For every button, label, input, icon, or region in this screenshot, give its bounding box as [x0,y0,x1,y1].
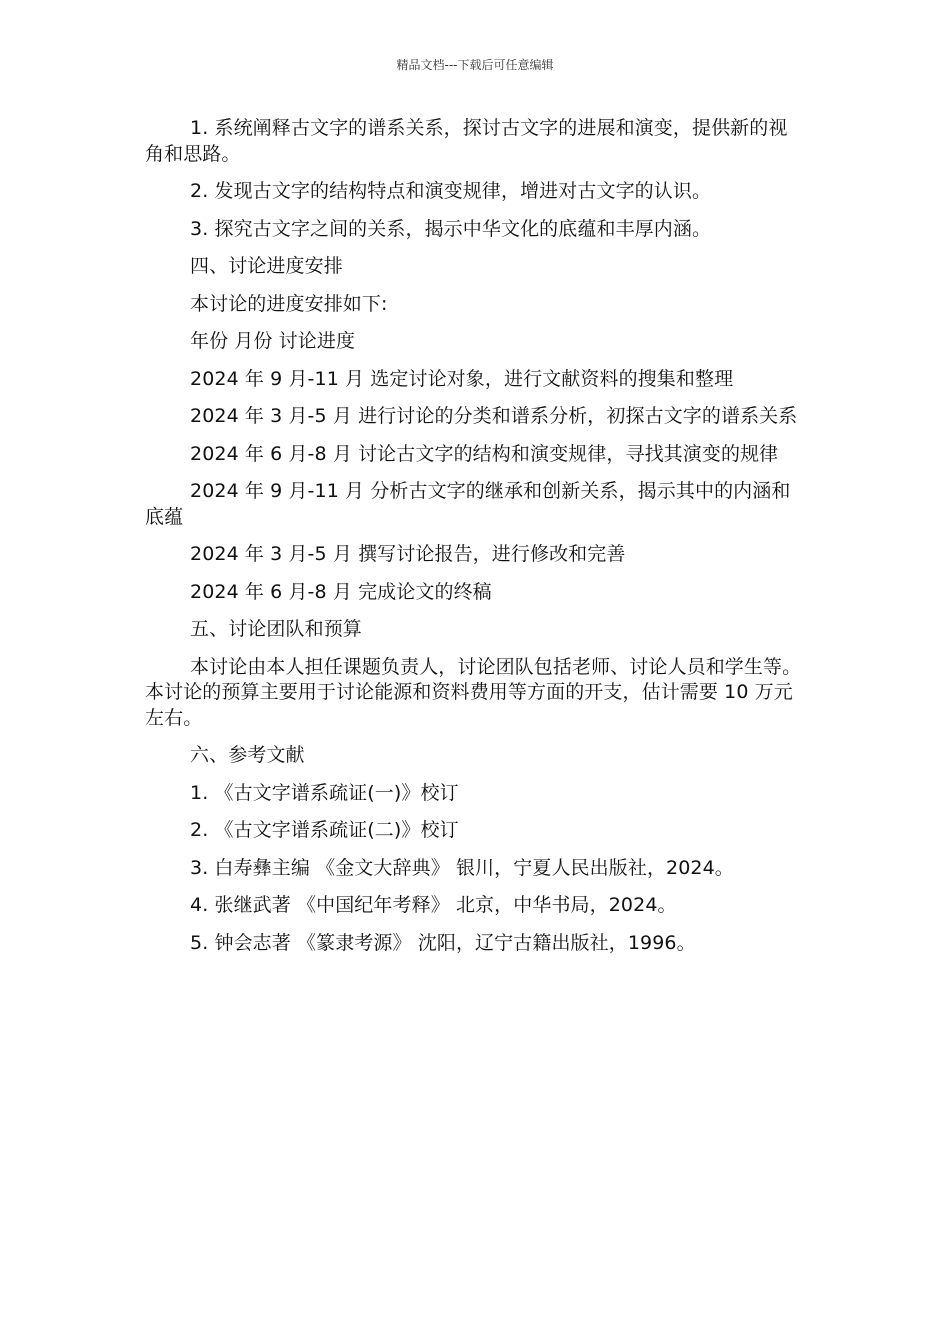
objective-item-1: 1. 系统阐释古文字的谱系关系，探讨古文字的进展和演变，提供新的视角和思路。 [145,117,788,165]
section-heading-references: 六、参考文献 [190,744,305,766]
reference-item: 4. 张继武著 《中国纪年考释》 北京，中华书局，2024。 [190,894,677,916]
schedule-row: 2024 年 3 月-5 月 撰写讨论报告，进行修改和完善 [190,543,626,565]
objective-item-3: 3. 探究古文字之间的关系，揭示中华文化的底蕴和丰厚内涵。 [190,217,712,240]
reference-item: 1. 《古文字谱系疏证(一)》校订 [190,781,459,804]
schedule-row: 2024 年 3 月-5 月 进行讨论的分类和谱系分析，初探古文字的谱系关系 [190,405,798,427]
reference-item: 3. 白寿彝主编 《金文大辞典》 银川，宁夏人民出版社，2024。 [190,856,734,879]
schedule-header-row: 年份 月份 讨论进度 [190,330,356,352]
team-budget-paragraph: 本讨论由本人担任课题负责人，讨论团队包括老师、讨论人员和学生等。本讨论的预算主要用于讨论能源和资料费用等方面的开支，估计需要 10 万元左右。 [145,655,802,729]
page-header: 精品文档---下载后可任意编辑 [396,58,554,72]
document-body [145,116,805,968]
reference-item: 5. 钟会志著 《篆隶考源》 沈阳，辽宁古籍出版社，1996。 [190,931,696,954]
schedule-row: 2024 年 6 月-8 月 完成论文的终稿 [190,580,492,603]
schedule-intro: 本讨论的进度安排如下: [190,292,388,315]
section-heading-team-budget: 五、讨论团队和预算 [190,618,362,640]
schedule-row: 2024 年 9 月-11 月 选定讨论对象，进行文献资料的搜集和整理 [190,367,734,390]
reference-item: 2. 《古文字谱系疏证(二)》校订 [190,819,459,841]
objective-item-2: 2. 发现古文字的结构特点和演变规律，增进对古文字的认识。 [190,180,712,202]
schedule-row: 2024 年 9 月-11 月 分析古文字的继承和创新关系，揭示其中的内涵和底蕴 [145,480,791,528]
schedule-row: 2024 年 6 月-8 月 讨论古文字的结构和演变规律，寻找其演变的规律 [190,442,779,465]
section-heading-schedule: 四、讨论进度安排 [190,255,343,277]
